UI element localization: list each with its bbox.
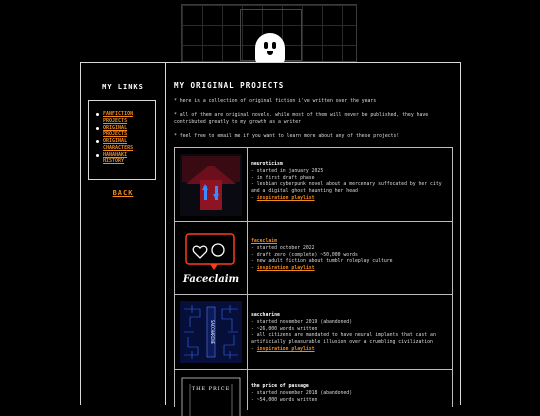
project-detail: - new adult fiction about tumblr roleplay culture bbox=[251, 259, 451, 266]
project-detail: - all citizens are mandated to have neural implants that cast an artificially pleasurable illusion over a crumbling civilization bbox=[251, 333, 451, 347]
project-info bbox=[251, 239, 451, 273]
sidebar-links-box bbox=[88, 100, 156, 180]
intro-line: * all of them are original novels. while most of them will never be published, they have contributed greatly to my growth as a writer bbox=[174, 113, 429, 125]
project-info bbox=[251, 162, 451, 203]
main-frame bbox=[80, 62, 461, 405]
project-title: neuroticism bbox=[251, 162, 283, 167]
content-area bbox=[174, 63, 456, 405]
sidebar-title: MY LINKS bbox=[102, 83, 144, 91]
project-row bbox=[175, 295, 452, 370]
neuroticism-cover-image bbox=[180, 154, 242, 216]
project-info bbox=[251, 384, 451, 404]
sidebar bbox=[81, 63, 166, 405]
sidebar-link-original-projects[interactable]: ORIGINAL PROJECTS bbox=[103, 125, 151, 138]
intro-text bbox=[174, 98, 454, 147]
project-row bbox=[175, 222, 452, 295]
sidebar-link-hanahaki-history[interactable]: HANAHAKI HISTORY bbox=[103, 152, 151, 165]
playlist-link[interactable]: inspiration playlist bbox=[256, 195, 315, 201]
project-detail: - started in january 2025 bbox=[251, 169, 451, 176]
project-detail: - ~54,000 words written bbox=[251, 398, 451, 405]
intro-line: * feel free to email me if you want to learn more about any of these projects! bbox=[174, 134, 400, 139]
sidebar-link-original-characters[interactable]: ORIGINAL CHARACTERS bbox=[103, 138, 151, 151]
project-detail: - started november 2018 (abandoned) bbox=[251, 391, 451, 398]
page-title: MY ORIGINAL PROJECTS bbox=[174, 81, 285, 90]
saccharine-cover-text: SACCHARINE bbox=[210, 319, 215, 345]
faceclaim-cover-image bbox=[180, 228, 242, 290]
back-link[interactable]: BACK bbox=[112, 189, 134, 197]
projects-table bbox=[174, 147, 453, 407]
playlist-link[interactable]: inspiration playlist bbox=[256, 346, 315, 352]
project-title-link[interactable]: faceclaim bbox=[251, 239, 277, 244]
project-title: the price of passage bbox=[251, 384, 309, 389]
project-detail: - ~26,000 words written bbox=[251, 327, 451, 334]
project-detail: - in first draft phase bbox=[251, 176, 451, 183]
project-detail: - started november 2019 (abandoned) bbox=[251, 320, 451, 327]
playlist-link[interactable]: inspiration playlist bbox=[256, 266, 315, 272]
project-detail: - draft zero (complete) ~50,000 words bbox=[251, 253, 451, 260]
sidebar-link-fanfiction[interactable]: FANFICTION PROJECTS bbox=[103, 111, 151, 124]
project-title: saccharine bbox=[251, 313, 280, 318]
project-row bbox=[175, 148, 452, 222]
faceclaim-cover-text: Faceclaim bbox=[182, 274, 240, 285]
saccharine-cover-image bbox=[180, 301, 242, 363]
project-detail: - lesbian cyberpunk novel about a mercenary suffocated by her city and a digital ghost haunting her head bbox=[251, 182, 451, 196]
project-row bbox=[175, 370, 452, 410]
price-cover-text: THE PRICE bbox=[191, 386, 231, 392]
intro-line: * here is a collection of original fiction i've written over the years bbox=[174, 99, 377, 104]
price-of-passage-cover-image bbox=[180, 376, 242, 416]
project-detail: - started october 2022 bbox=[251, 246, 451, 253]
project-info bbox=[251, 313, 451, 354]
ghost-icon bbox=[255, 33, 285, 63]
